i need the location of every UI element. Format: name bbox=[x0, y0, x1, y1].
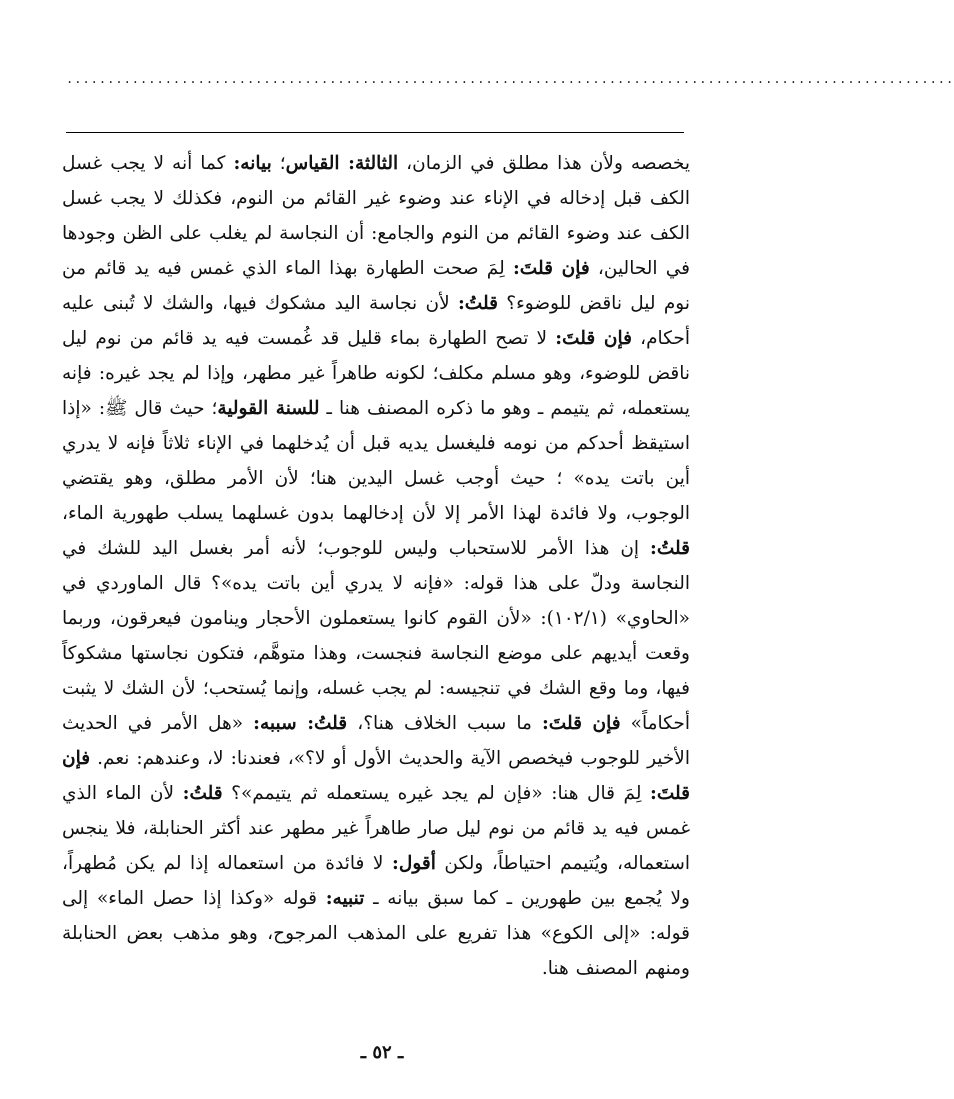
text-run: ؛ bbox=[271, 153, 286, 174]
text-run: ؛ حيث قال ﷺ: «إذا استيقظ أحدكم من نومه فليغسل يديه قبل أن يُدخلهما في الإناء ثلاثاً فإنه لا يدري أين باتت يده» ؛ حيث أوجب غسل اليدين هنا؛ لأن الأمر مطلق، وهو يقتضي الوجوب، ولا فائدة لهذا الأمر إلا لأن إدخالهما بدون غسلهما يسلب طهورية الماء، bbox=[62, 398, 690, 524]
bold-keyword: فإن قلتَ: bbox=[541, 713, 621, 734]
paragraph bbox=[62, 146, 690, 986]
bold-keyword: قلتُ: bbox=[650, 538, 690, 559]
dotted-separator: ............................................................................................................ bbox=[66, 72, 954, 86]
text-run: لأن نجاسة اليد مشكوك فيها، والشك لا تُبنى عليه أحكام، bbox=[62, 293, 690, 349]
bold-keyword: قلتُ: bbox=[182, 783, 223, 804]
text-run: لا تصح الطهارة بماء قليل قد غُمست فيه يد قائم من نوم ليل ناقض للوضوء، وهو مسلم مكلف؛ لكونه طاهراً غير مطهر، وإذا لم يجد غيره: فإنه يستعمله، ثم يتيمم ـ وهو ما ذكره المصنف هنا ـ bbox=[62, 328, 690, 419]
text-run: قوله «وكذا إذا حصل الماء» إلى قوله: «إلى الكوع» هذا تفريع على المذهب المرجوح، وهو مذهب بعض الحنابلة ومنهم المصنف هنا. bbox=[62, 888, 690, 979]
page-number: ـ ٥٢ ـ bbox=[360, 1042, 404, 1063]
bold-keyword: قلتُ: bbox=[457, 293, 498, 314]
bold-keyword: للسنة القولية bbox=[217, 398, 320, 419]
bold-keyword: فإن قلتَ: bbox=[512, 258, 590, 279]
bold-keyword: أقول: bbox=[392, 853, 436, 874]
footnote-rule bbox=[66, 132, 684, 133]
text-run: «هل الأمر في الحديث الأخير للوجوب فيخصص الآية والحديث الأول أو لا؟»، فعندنا: لا، وعندهم: نعم. bbox=[62, 713, 690, 769]
text-run: ما سبب الخلاف هنا؟، bbox=[347, 713, 542, 734]
text-run: لِمَ صحت الطهارة بهذا الماء الذي غمس فيه يد قائم من نوم ليل ناقض للوضوء؟ bbox=[62, 258, 690, 314]
footnote-body bbox=[62, 146, 690, 986]
bold-keyword: بيانه: bbox=[233, 153, 272, 174]
bold-keyword: فإن قلتَ: bbox=[555, 328, 632, 349]
text-run: يخصصه ولأن هذا مطلق في الزمان، bbox=[398, 153, 690, 174]
text-run: كما أنه لا يجب غسل الكف قبل إدخاله في الإناء عند وضوء غير القائم من النوم، فكذلك لا يجب غسل الكف عند وضوء القائم من النوم والجامع: أن النجاسة لم يغلب على الظن وجودها في الحالين، bbox=[62, 153, 690, 279]
bold-keyword: قلتُ: سببه: bbox=[253, 713, 348, 734]
bold-keyword: فإن قلتَ: bbox=[62, 748, 690, 804]
text-run: لِمَ قال هنا: «فإن لم يجد غيره يستعمله ثم يتيمم»؟ bbox=[222, 783, 651, 804]
text-run: لأن الماء الذي غمس فيه يد قائم من نوم ليل صار طاهراً غير مطهر عند أكثر الحنابلة، فلا ينجس استعماله، ويُتيمم احتياطاً، ولكن bbox=[62, 783, 690, 874]
text-run: إن هذا الأمر للاستحباب وليس للوجوب؛ لأنه أمر بغسل اليد للشك في النجاسة ودلّ على هذا قوله: «فإنه لا يدري أين باتت يده»؟ قال الماوردي في «الحاوي» (١٠٢/١): «لأن القوم كانوا يستعملون الأحجار وينامون فيعرقون، وربما وقعت أيديهم على موضع النجاسة فنجست، وهذا متوهَّم، فتكون نجاستها مشكوكاً فيها، وما وقع الشك في تنجيسه: لم يجب غسله، وإنما يُستحب؛ لأن الشك لا يثبت أحكاماً» bbox=[62, 538, 690, 734]
bold-keyword: الثالثة: القياس bbox=[285, 153, 399, 174]
text-run: لا فائدة من استعماله إذا لم يكن مُطهراً، ولا يُجمع بين طهورين ـ كما سبق بيانه ـ bbox=[62, 853, 690, 909]
bold-keyword: تنبيه: bbox=[325, 888, 365, 909]
